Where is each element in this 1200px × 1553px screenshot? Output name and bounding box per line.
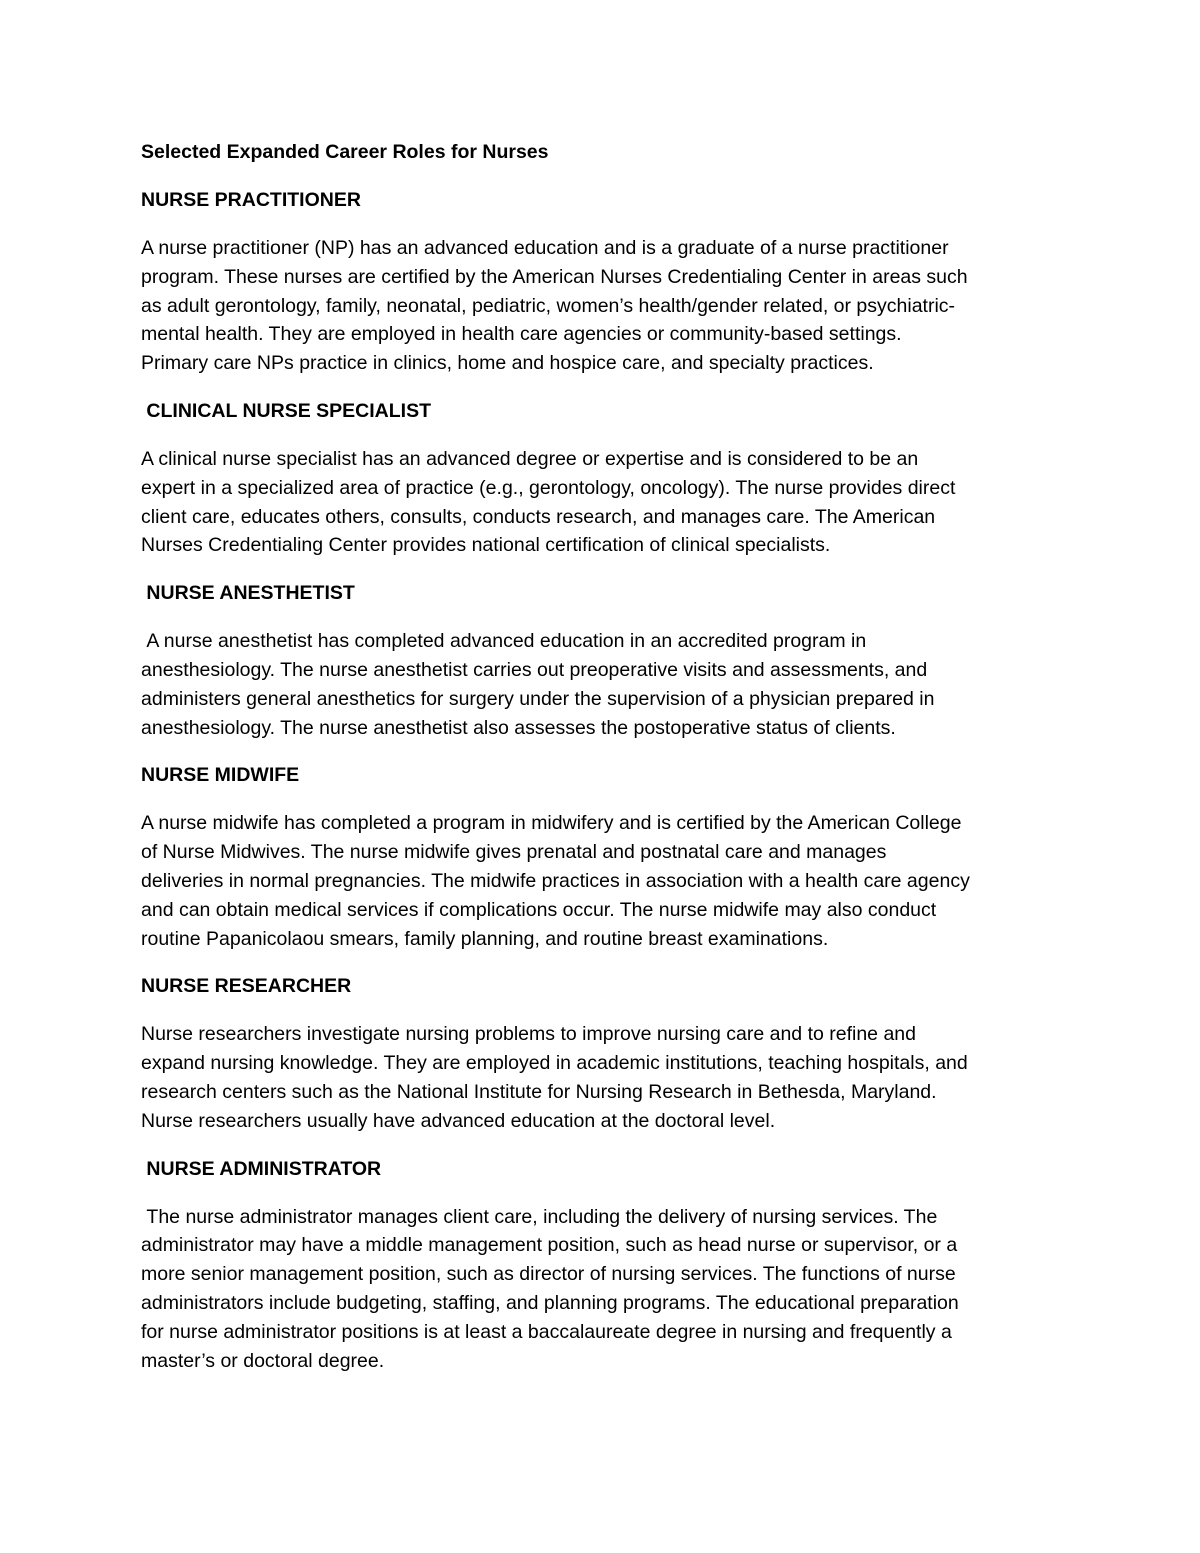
body-line: A nurse midwife has completed a program in midwifery and is certified by the American College [141, 812, 962, 835]
section-nurse-practitioner [141, 186, 1071, 378]
body-line: deliveries in normal pregnancies. The midwife practices in association with a health care agency [141, 869, 970, 892]
body-line: Nurses Credentialing Center provides national certification of clinical specialists. [141, 534, 831, 557]
body-line: master’s or doctoral degree. [141, 1349, 385, 1372]
body-line: and can obtain medical services if complications occur. The nurse midwife may also conduct [141, 898, 937, 921]
section-body [141, 234, 1071, 378]
section-heading: NURSE PRACTITIONER [141, 189, 361, 211]
body-line: expert in a specialized area of practice (e.g., gerontology, oncology). The nurse provides direct [141, 476, 956, 499]
section-body [141, 809, 1071, 953]
body-line: of Nurse Midwives. The nurse midwife gives prenatal and postnatal care and manages [141, 841, 887, 864]
body-line: for nurse administrator positions is at least a baccalaureate degree in nursing and frequently a [141, 1320, 952, 1343]
body-line: A nurse anesthetist has completed advanced education in an accredited program in [141, 630, 867, 653]
section-body [141, 1203, 1071, 1376]
section-body [141, 445, 1071, 560]
body-line: research centers such as the National Institute for Nursing Research in Bethesda, Maryland. [141, 1080, 937, 1103]
body-line: anesthesiology. The nurse anesthetist carries out preoperative visits and assessments, and [141, 658, 928, 681]
document-page [141, 138, 1071, 1394]
section-nurse-researcher [141, 972, 1071, 1135]
body-line: The nurse administrator manages client care, including the delivery of nursing services. The [141, 1205, 938, 1228]
body-line: administrator may have a middle management position, such as head nurse or supervisor, or a [141, 1234, 958, 1257]
body-line: Primary care NPs practice in clinics, home and hospice care, and specialty practices. [141, 352, 874, 375]
body-line: administrators include budgeting, staffing, and planning programs. The educational preparation [141, 1291, 959, 1314]
body-line: Nurse researchers investigate nursing problems to improve nursing care and to refine and [141, 1023, 916, 1046]
section-nurse-administrator [141, 1155, 1071, 1376]
body-line: more senior management position, such as director of nursing services. The functions of nurse [141, 1263, 956, 1286]
body-line: routine Papanicolaou smears, family planning, and routine breast examinations. [141, 927, 829, 950]
section-body [141, 1020, 1071, 1135]
section-clinical-nurse-specialist [141, 397, 1071, 560]
section-nurse-midwife [141, 761, 1071, 953]
body-line: anesthesiology. The nurse anesthetist also assesses the postoperative status of clients. [141, 716, 896, 739]
body-line: mental health. They are employed in health care agencies or community-based settings. [141, 323, 902, 346]
section-body [141, 627, 1071, 742]
body-line: administers general anesthetics for surgery under the supervision of a physician prepared in [141, 687, 935, 710]
body-line: A nurse practitioner (NP) has an advanced education and is a graduate of a nurse practitioner [141, 237, 949, 259]
section-heading: NURSE MIDWIFE [141, 764, 300, 787]
body-line: program. These nurses are certified by the American Nurses Credentialing Center in areas such [141, 265, 968, 288]
section-heading: NURSE RESEARCHER [141, 975, 352, 998]
body-line: Nurse researchers usually have advanced education at the doctoral level. [141, 1109, 776, 1132]
section-heading: NURSE ADMINISTRATOR [141, 1157, 382, 1180]
document-title: Selected Expanded Career Roles for Nurses [141, 141, 549, 163]
section-nurse-anesthetist [141, 579, 1071, 742]
body-line: expand nursing knowledge. They are employed in academic institutions, teaching hospitals, and [141, 1052, 968, 1075]
section-heading: NURSE ANESTHETIST [141, 582, 355, 605]
body-line: as adult gerontology, family, neonatal, pediatric, women’s health/gender related, or psychiatric- [141, 294, 956, 317]
section-heading: CLINICAL NURSE SPECIALIST [141, 399, 431, 422]
body-line: client care, educates others, consults, conducts research, and manages care. The American [141, 505, 936, 528]
body-line: A clinical nurse specialist has an advanced degree or expertise and is considered to be an [141, 447, 919, 470]
